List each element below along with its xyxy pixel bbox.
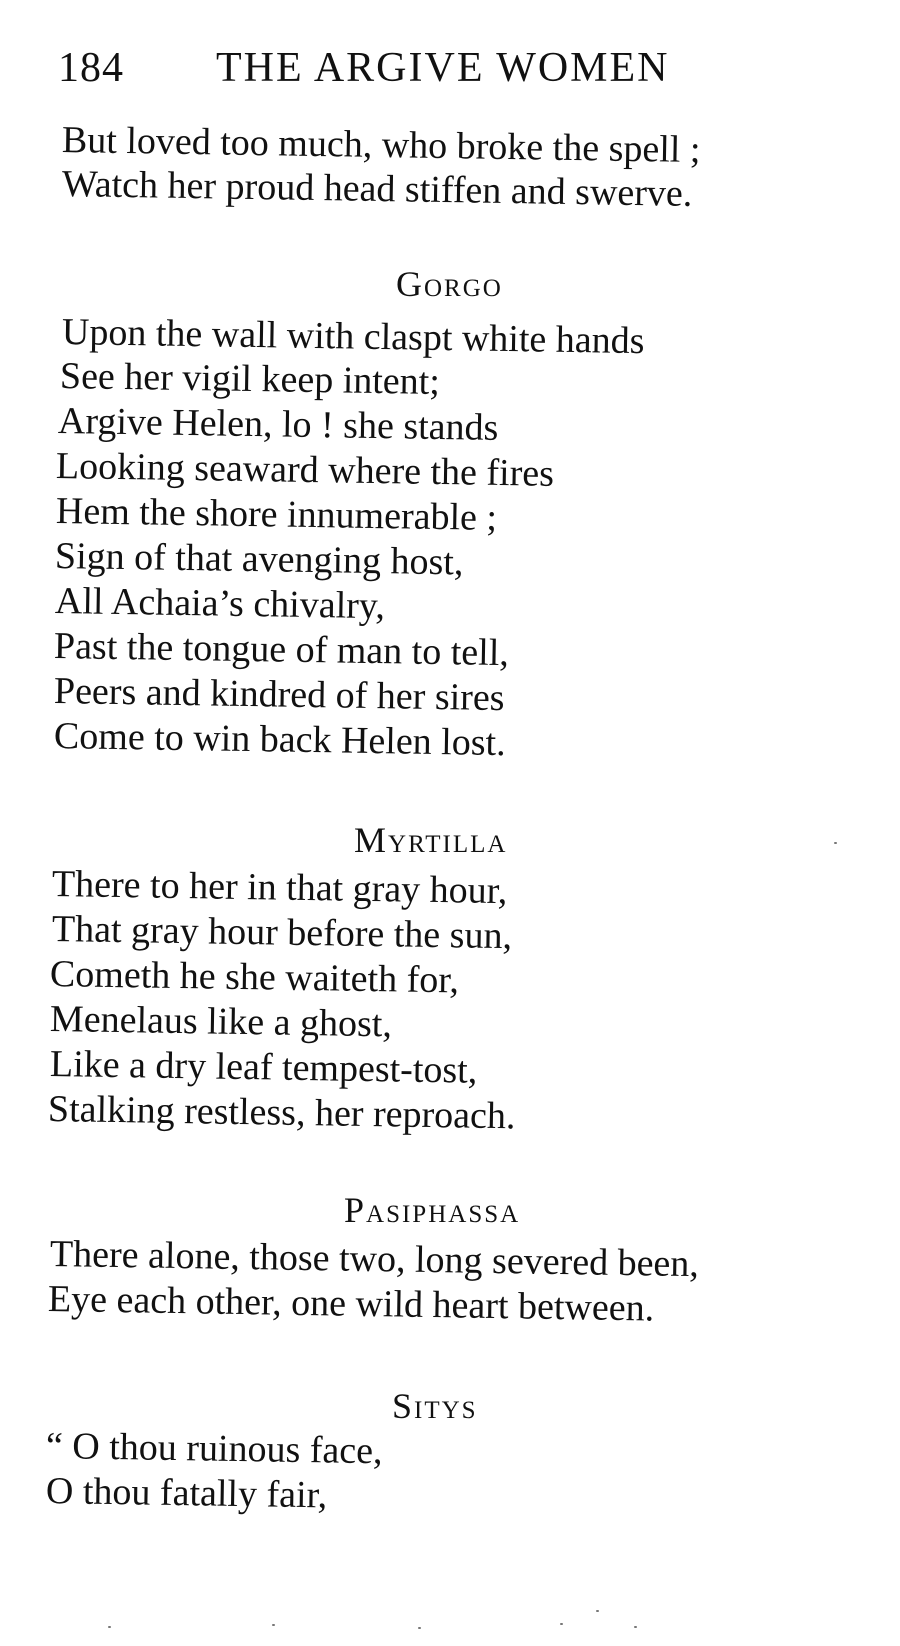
- verse-line: Watch her proud head stiffen and swerve.: [61, 163, 693, 215]
- verse-line: Come to win back Helen lost.: [53, 715, 506, 765]
- verse-line: O thou fatally fair,: [45, 1470, 328, 1517]
- verse-line: Past the tongue of man to tell,: [53, 625, 510, 675]
- scan-speck: [834, 842, 837, 844]
- scan-speck: [108, 1626, 111, 1628]
- verse-line: See her vigil keep intent;: [59, 355, 441, 403]
- verse-line: All Achaia’s chivalry,: [54, 580, 386, 628]
- running-title: THE ARGIVE WOMEN: [216, 45, 670, 91]
- verse-line: There alone, those two, long severed been,: [49, 1233, 700, 1286]
- scan-speck: [272, 1624, 275, 1626]
- scan-speck: [560, 1623, 563, 1625]
- verse-line: There to her in that gray hour,: [51, 863, 508, 913]
- verse-line: Eye each other, one wild heart between.: [47, 1278, 655, 1330]
- verse-line: Cometh he she waiteth for,: [49, 953, 460, 1002]
- speaker-name: Gorgo: [396, 264, 503, 304]
- scan-speck: [634, 1626, 637, 1628]
- verse-line: Upon the wall with claspt white hands: [61, 311, 645, 363]
- verse-line: Sign of that avenging host,: [54, 535, 464, 584]
- verse-line: Stalking restless, her reproach.: [47, 1088, 516, 1138]
- speaker-name: Sitys: [392, 1386, 478, 1426]
- speaker-name: Pasiphassa: [344, 1190, 521, 1230]
- verse-line: Looking seaward where the fires: [55, 445, 555, 495]
- scan-speck: [418, 1627, 421, 1629]
- verse-line: That gray hour before the sun,: [51, 908, 513, 958]
- verse-line: Hem the shore innumerable ;: [55, 490, 498, 539]
- verse-line: Argive Helen, lo ! she stands: [57, 400, 499, 449]
- speaker-name: Myrtilla: [354, 820, 508, 860]
- page-number: 184: [58, 45, 124, 91]
- running-head: [58, 38, 778, 98]
- verse-line: Like a dry leaf tempest-tost,: [49, 1043, 478, 1092]
- verse-line: Menelaus like a ghost,: [49, 998, 393, 1046]
- scan-speck: [596, 1610, 599, 1612]
- verse-line: But loved too much, who broke the spell ;: [61, 119, 701, 172]
- verse-line: Peers and kindred of her sires: [53, 670, 505, 720]
- verse-line: “ O thou ruinous face,: [45, 1425, 383, 1473]
